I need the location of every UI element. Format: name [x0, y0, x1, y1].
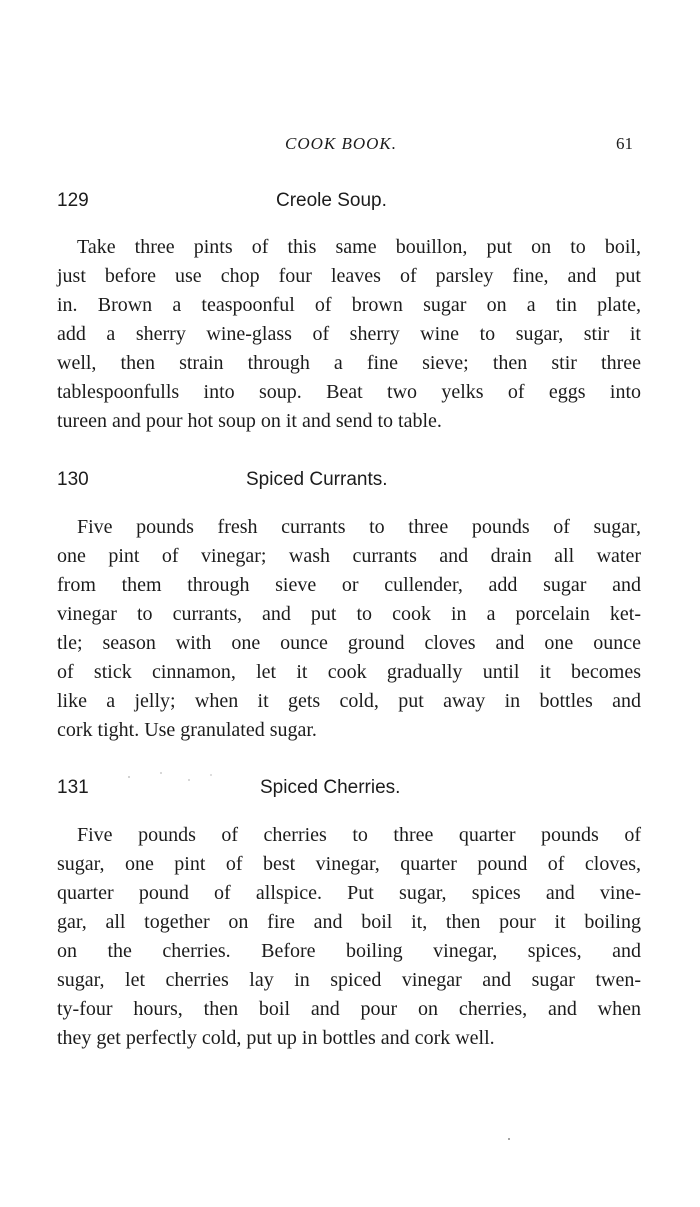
- recipe-129: [0, 190, 700, 432]
- recipe-heading: [0, 777, 700, 805]
- text-line: sugar, one pint of best vinegar, quarter pound of cloves,: [57, 853, 641, 875]
- text-line: Take three pints of this same bouillon, put on to boil,: [77, 236, 641, 258]
- text-line: tureen and pour hot soup on it and send to table.: [57, 410, 442, 432]
- text-line: Five pounds fresh currants to three pounds of sugar,: [77, 516, 641, 538]
- recipe-number: 131: [57, 777, 89, 798]
- print-speck: [160, 772, 162, 774]
- print-speck: [210, 774, 212, 776]
- text-line: ty-four hours, then boil and pour on cherries, and when: [57, 998, 641, 1020]
- text-line: tablespoonfulls into soup. Beat two yelks of eggs into: [57, 381, 641, 403]
- recipe-heading: [0, 190, 700, 218]
- text-line: quarter pound of allspice. Put sugar, spices and vine-: [57, 882, 641, 904]
- recipe-text: [57, 233, 641, 436]
- text-line: tle; season with one ounce ground cloves and one ounce: [57, 632, 641, 654]
- text-line: sugar, let cherries lay in spiced vinegar and sugar twen-: [57, 969, 641, 991]
- text-line: one pint of vinegar; wash currants and drain all water: [57, 545, 641, 567]
- recipe-text: [57, 513, 641, 745]
- text-line: Five pounds of cherries to three quarter pounds of: [77, 824, 641, 846]
- recipe-heading: [0, 469, 700, 497]
- text-line: gar, all together on fire and boil it, then pour it boiling: [57, 911, 641, 933]
- recipe-number: 130: [57, 469, 89, 490]
- text-line: on the cherries. Before boiling vinegar, spices, and: [57, 940, 641, 962]
- recipe-title: Creole Soup.: [276, 190, 387, 211]
- page-number: 61: [616, 134, 633, 153]
- text-line: from them through sieve or cullender, add sugar and: [57, 574, 641, 596]
- text-line: in. Brown a teaspoonful of brown sugar on a tin plate,: [57, 294, 641, 316]
- text-line: well, then strain through a fine sieve; then stir three: [57, 352, 641, 374]
- text-line: just before use chop four leaves of parsley fine, and put: [57, 265, 641, 287]
- recipe-131: [0, 777, 700, 1049]
- text-line: like a jelly; when it gets cold, put away in bottles and: [57, 690, 641, 712]
- print-speck: [128, 776, 130, 778]
- recipe-text: [57, 821, 641, 1053]
- text-line: of stick cinnamon, let it cook gradually until it becomes: [57, 661, 641, 683]
- print-speck: [508, 1138, 510, 1140]
- recipe-130: [0, 469, 700, 741]
- print-speck: [188, 779, 190, 781]
- text-line: vinegar to currants, and put to cook in a porcelain ket-: [57, 603, 641, 625]
- running-head: [0, 134, 700, 158]
- running-title: COOK BOOK.: [285, 134, 398, 153]
- text-line: add a sherry wine-glass of sherry wine to sugar, stir it: [57, 323, 641, 345]
- recipe-number: 129: [57, 190, 89, 211]
- recipe-title: Spiced Currants.: [246, 469, 388, 490]
- recipe-title: Spiced Cherries.: [260, 777, 401, 798]
- text-line: they get perfectly cold, put up in bottles and cork well.: [57, 1027, 495, 1049]
- text-line: cork tight. Use granulated sugar.: [57, 719, 317, 741]
